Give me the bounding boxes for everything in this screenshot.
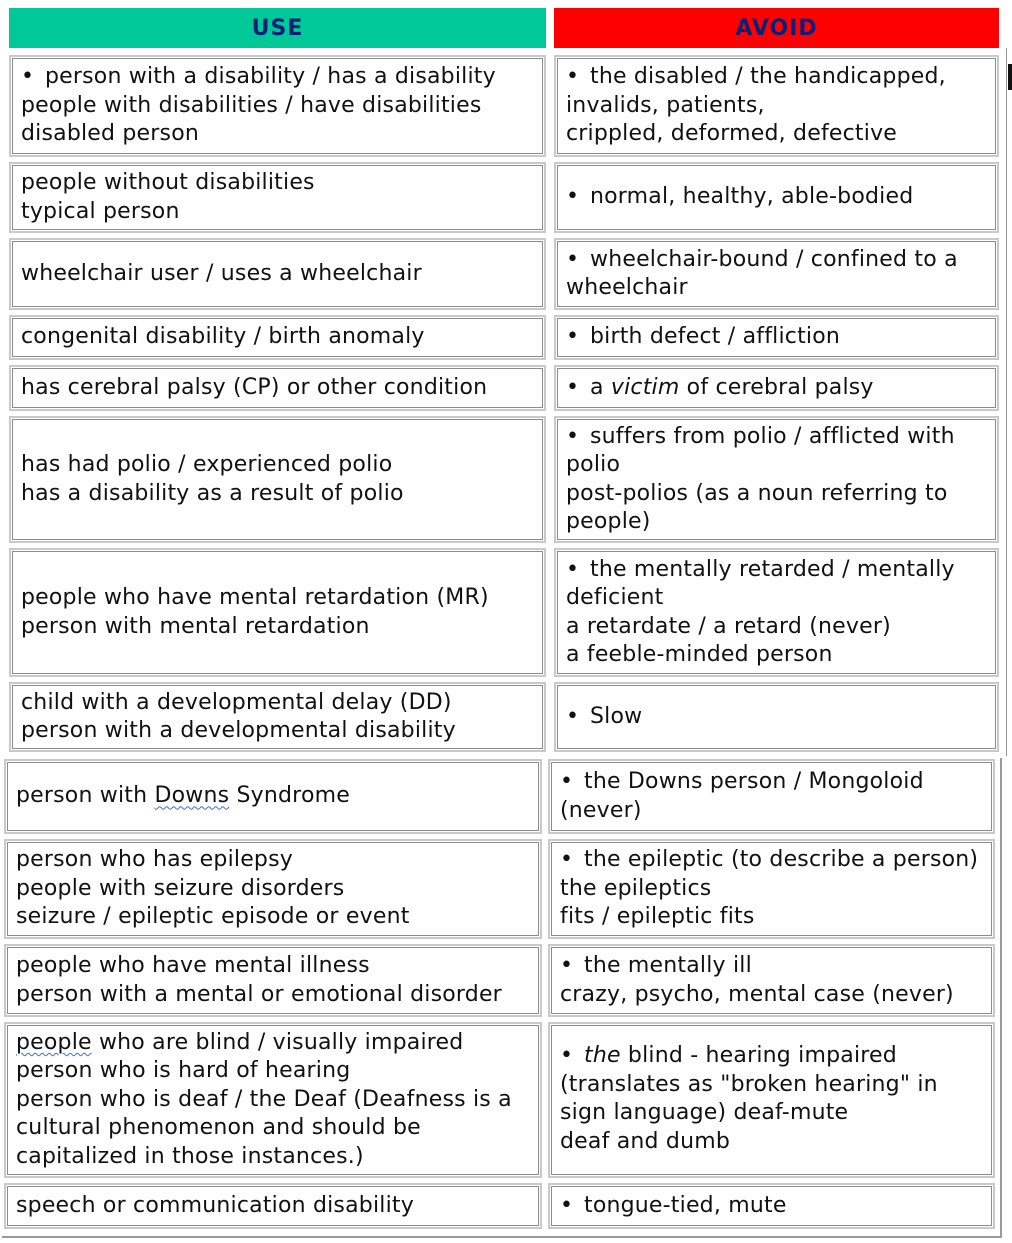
table-row-avoid-cell: [548, 1022, 995, 1178]
use-text: speech or communication disability: [16, 1192, 414, 1218]
avoid-text: wheelchair: [566, 275, 688, 300]
avoid-text: the epileptics: [560, 875, 712, 901]
avoid-text: fits / epileptic fits: [560, 904, 755, 930]
table-row-use-cell: [9, 55, 546, 157]
table-row-use-cell: [9, 315, 546, 360]
table-row-avoid-cell: [554, 682, 999, 752]
avoid-text-emphasis: the: [584, 1043, 621, 1068]
table-row-avoid-cell: [554, 365, 999, 411]
use-text: capitalized in those instances.): [16, 1143, 364, 1169]
avoid-text: a retardate / a retard (never): [566, 613, 891, 639]
avoid-text: (never): [560, 797, 642, 823]
use-text: disabled person: [21, 121, 200, 147]
table-row-use-cell: [9, 162, 546, 233]
avoid-text: polio: [566, 452, 621, 477]
avoid-text: • the mentally retarded / mentally: [566, 556, 987, 585]
avoid-text: • the mentally ill: [560, 952, 983, 981]
use-text-post: Syndrome: [229, 783, 350, 809]
table-row-use-cell: [9, 416, 546, 543]
lower-table-right-border: [1000, 758, 1002, 1238]
avoid-text: sign language) deaf-mute: [560, 1100, 849, 1125]
avoid-text: crippled, deformed, defective: [566, 121, 898, 147]
avoid-text: crazy, psycho, mental case (never): [560, 981, 954, 1007]
table-row-avoid-cell: [548, 944, 995, 1017]
avoid-text: a feeble-minded person: [566, 642, 833, 667]
table-row-use-cell: [4, 839, 542, 939]
table-row-avoid-cell: [548, 839, 995, 939]
use-text: people without disabilities: [21, 170, 315, 195]
table-row-use-cell: [9, 238, 546, 310]
use-text: • person with a disability / has a disability: [21, 63, 534, 92]
table-row-use-cell: [4, 944, 542, 1017]
table-row-use-cell: [4, 1183, 542, 1229]
table-row-use-cell: [4, 759, 542, 834]
table-row-use-cell: [9, 682, 546, 752]
use-text: has cerebral palsy (CP) or other condition: [21, 374, 488, 400]
table-row-avoid-cell: [554, 548, 999, 677]
avoid-text: people): [566, 509, 651, 534]
avoid-text: • wheelchair-bound / confined to a: [566, 246, 987, 275]
use-text: seizure / epileptic episode or event: [16, 904, 410, 930]
use-text-pre: person with: [16, 783, 155, 809]
use-header-label: USE: [251, 15, 304, 41]
use-text: person who is deaf / the Deaf (Deafness is a: [16, 1086, 512, 1112]
use-text: has a disability as a result of polio: [21, 480, 404, 506]
avoid-header-label: AVOID: [735, 15, 818, 41]
use-text: people with seizure disorders: [16, 875, 345, 901]
use-text: person with a developmental disability: [21, 718, 456, 743]
use-text: person with a mental or emotional disorder: [16, 981, 502, 1007]
border-artifact: [1008, 64, 1012, 90]
avoid-text: (translates as "broken hearing" in: [560, 1071, 938, 1097]
spellcheck-underlined-word: Downs: [154, 783, 230, 809]
avoid-text: • the epileptic (to describe a person): [560, 846, 983, 875]
table-row-avoid-cell: [554, 416, 999, 543]
use-text: congenital disability / birth anomaly: [21, 324, 425, 350]
spellcheck-underlined-word: people: [16, 1029, 92, 1055]
avoid-text: deficient: [566, 585, 664, 610]
avoid-text-pre: a: [590, 374, 611, 400]
use-text: people who have mental illness: [16, 953, 370, 978]
table-row-avoid-cell: [554, 162, 999, 233]
avoid-text: deaf and dumb: [560, 1128, 731, 1154]
use-text: typical person: [21, 198, 180, 224]
use-text: people with disabilities / have disabilities: [21, 92, 482, 118]
table-row-avoid-cell: [548, 1183, 995, 1229]
avoid-text: [566, 374, 987, 403]
use-text: person who is hard of hearing: [16, 1058, 351, 1084]
use-text: wheelchair user / uses a wheelchair: [21, 260, 422, 286]
use-text: [16, 782, 530, 811]
use-text: has had polio / experienced polio: [21, 452, 393, 477]
avoid-text: • normal, healthy, able-bodied: [566, 183, 987, 212]
avoid-text: • the disabled / the handicapped,: [566, 63, 987, 92]
table-row-use-cell: [9, 548, 546, 677]
use-text: child with a developmental delay (DD): [21, 689, 452, 715]
use-text: people who have mental retardation (MR): [21, 585, 489, 610]
table-row-use-cell: [9, 365, 546, 411]
use-text: person with mental retardation: [21, 613, 370, 639]
use-column-header: [9, 8, 546, 48]
use-text: person who has epilepsy: [16, 847, 293, 873]
table-row-avoid-cell: [548, 759, 995, 834]
use-text: cultural phenomenon and should be: [16, 1115, 421, 1141]
use-text-rest: who are blind / visually impaired: [91, 1029, 464, 1055]
lower-table-bottom-border: [2, 1236, 1002, 1238]
table-row-avoid-cell: [554, 238, 999, 310]
avoid-text: invalids, patients,: [566, 92, 765, 118]
table-right-border: [1006, 48, 1007, 756]
avoid-text: • Slow: [566, 703, 987, 732]
table-row-avoid-cell: [554, 315, 999, 360]
avoid-text: • tongue-tied, mute: [560, 1192, 983, 1221]
avoid-text: • birth defect / affliction: [566, 323, 987, 352]
avoid-text-emphasis: victim: [610, 374, 680, 400]
avoid-column-header: [554, 8, 999, 48]
avoid-text-post: of cerebral palsy: [679, 374, 874, 400]
avoid-text: [560, 1042, 983, 1071]
use-text: [16, 1029, 530, 1058]
avoid-text: • suffers from polio / afflicted with: [566, 423, 987, 452]
avoid-text: • the Downs person / Mongoloid: [560, 768, 983, 797]
avoid-text-rest: blind - hearing impaired: [620, 1043, 897, 1068]
table-row-use-cell: [4, 1022, 542, 1178]
avoid-text: post-polios (as a noun referring to: [566, 480, 948, 506]
table-row-avoid-cell: [554, 55, 999, 157]
